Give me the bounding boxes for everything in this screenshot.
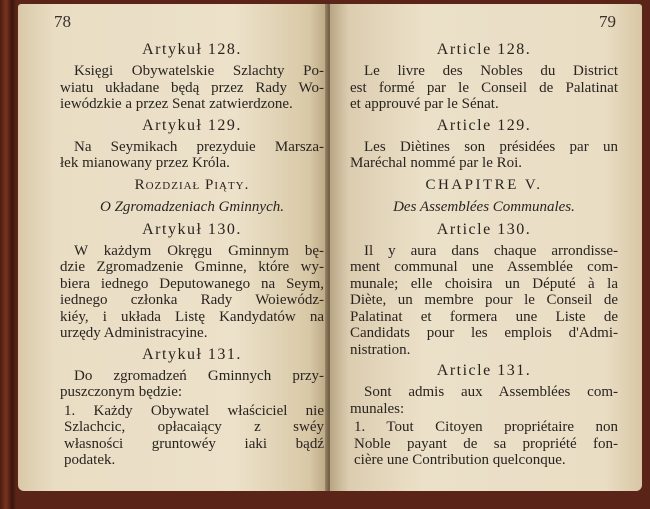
article-paragraph [350, 243, 618, 359]
text-line: Na Seymikach prezyduie Marsza- [74, 138, 324, 155]
article-heading: Artykuł 129. [142, 116, 242, 134]
text-line: 1. Tout Citoyen propriétaire non [354, 419, 618, 435]
article-heading: Artykuł 130. [142, 220, 242, 238]
text-line: puszczonym będzie: [60, 384, 183, 400]
article-paragraph [350, 139, 618, 172]
text-line: biera iednego Deputowanego na Seym, [60, 275, 324, 292]
article-paragraph [350, 384, 618, 417]
text-line: Do zgromadzeń Gminnych przy- [74, 367, 324, 384]
text-line: est formé par le Conseil de Palatinat [350, 79, 618, 96]
article-paragraph [60, 63, 324, 113]
article-heading: Artykuł 128. [142, 41, 242, 58]
article-heading: Article 131. [436, 362, 532, 379]
text-line: ment communal une Assemblée com- [350, 259, 618, 275]
article-paragraph [350, 63, 618, 113]
article-paragraph [60, 139, 324, 172]
article-heading: Artykuł 131. [142, 345, 242, 363]
text-line: Szlachcic, opłacaiący z swéy [64, 419, 324, 435]
text-line: cière une Contribution quelconque. [354, 452, 566, 468]
text-line: Sont admis aux Assemblées com- [364, 384, 618, 400]
text-line: nistration. [350, 341, 411, 358]
text-line: Diète, un membre pour le Conseil de [350, 292, 618, 308]
article-paragraph [60, 368, 324, 401]
page-number: 79 [599, 12, 616, 31]
text-line: Les Diètines son présidées par un [364, 138, 618, 155]
text-line: Candidats pour les emplois d'Admi- [350, 325, 618, 341]
text-line: łek mianowany przez Króla. [60, 155, 230, 171]
right-page [330, 4, 642, 491]
text-line: podatek. [64, 452, 116, 468]
article-paragraph [60, 243, 324, 342]
text-line: wiatu układane będą przez Rady Wo- [60, 79, 324, 96]
text-line: iednego członka Rady Woiewódz- [60, 292, 324, 308]
right-page-text [350, 40, 618, 469]
text-line: własności gruntowéy iaki bądź [64, 435, 324, 452]
list-item [350, 419, 618, 469]
text-line: Palatinat et formera une Liste de [350, 308, 618, 325]
text-line: et approuvé par le Sénat. [350, 96, 499, 112]
text-line: Il y aura dans chaque arrondisse- [364, 242, 618, 259]
chapter-subtitle: Des Assemblées Communales. [393, 198, 575, 215]
page-number: 78 [54, 12, 71, 31]
text-line: 1. Każdy Obywatel właściciel nie [64, 402, 324, 419]
text-line: Księgi Obywatelskie Szlachty Po- [74, 63, 324, 79]
text-line: munales: [350, 400, 405, 417]
left-page [18, 4, 328, 491]
list-item [60, 403, 324, 469]
chapter-heading: Rozdział Piąty. [134, 176, 250, 193]
text-line: Noble payant de sa propriété fon- [354, 435, 618, 452]
text-line: Le livre des Nobles du District [364, 63, 618, 79]
chapter-heading: CHAPITRE V. [425, 176, 543, 193]
chapter-subtitle: O Zgromadzeniach Gminnych. [99, 198, 284, 215]
text-line: W każdym Okręgu Gminnym bę- [74, 242, 324, 259]
article-heading: Article 129. [436, 116, 532, 134]
text-line: dzie Zgromadzenie Gminne, które wy- [60, 259, 324, 275]
text-line: Maréchal nommé par le Roi. [350, 155, 523, 171]
text-line: iewódzkie a przez Senat zatwierdzone. [60, 96, 293, 112]
article-heading: Article 130. [436, 220, 532, 238]
text-line: urzędy Administracyine. [60, 325, 208, 341]
article-heading: Article 128. [436, 41, 532, 58]
text-line: kiéy, i układa Listę Kandydatów na [60, 308, 324, 325]
text-line: munale; elle choisira un Député à la [350, 275, 618, 292]
left-page-text [60, 40, 324, 469]
